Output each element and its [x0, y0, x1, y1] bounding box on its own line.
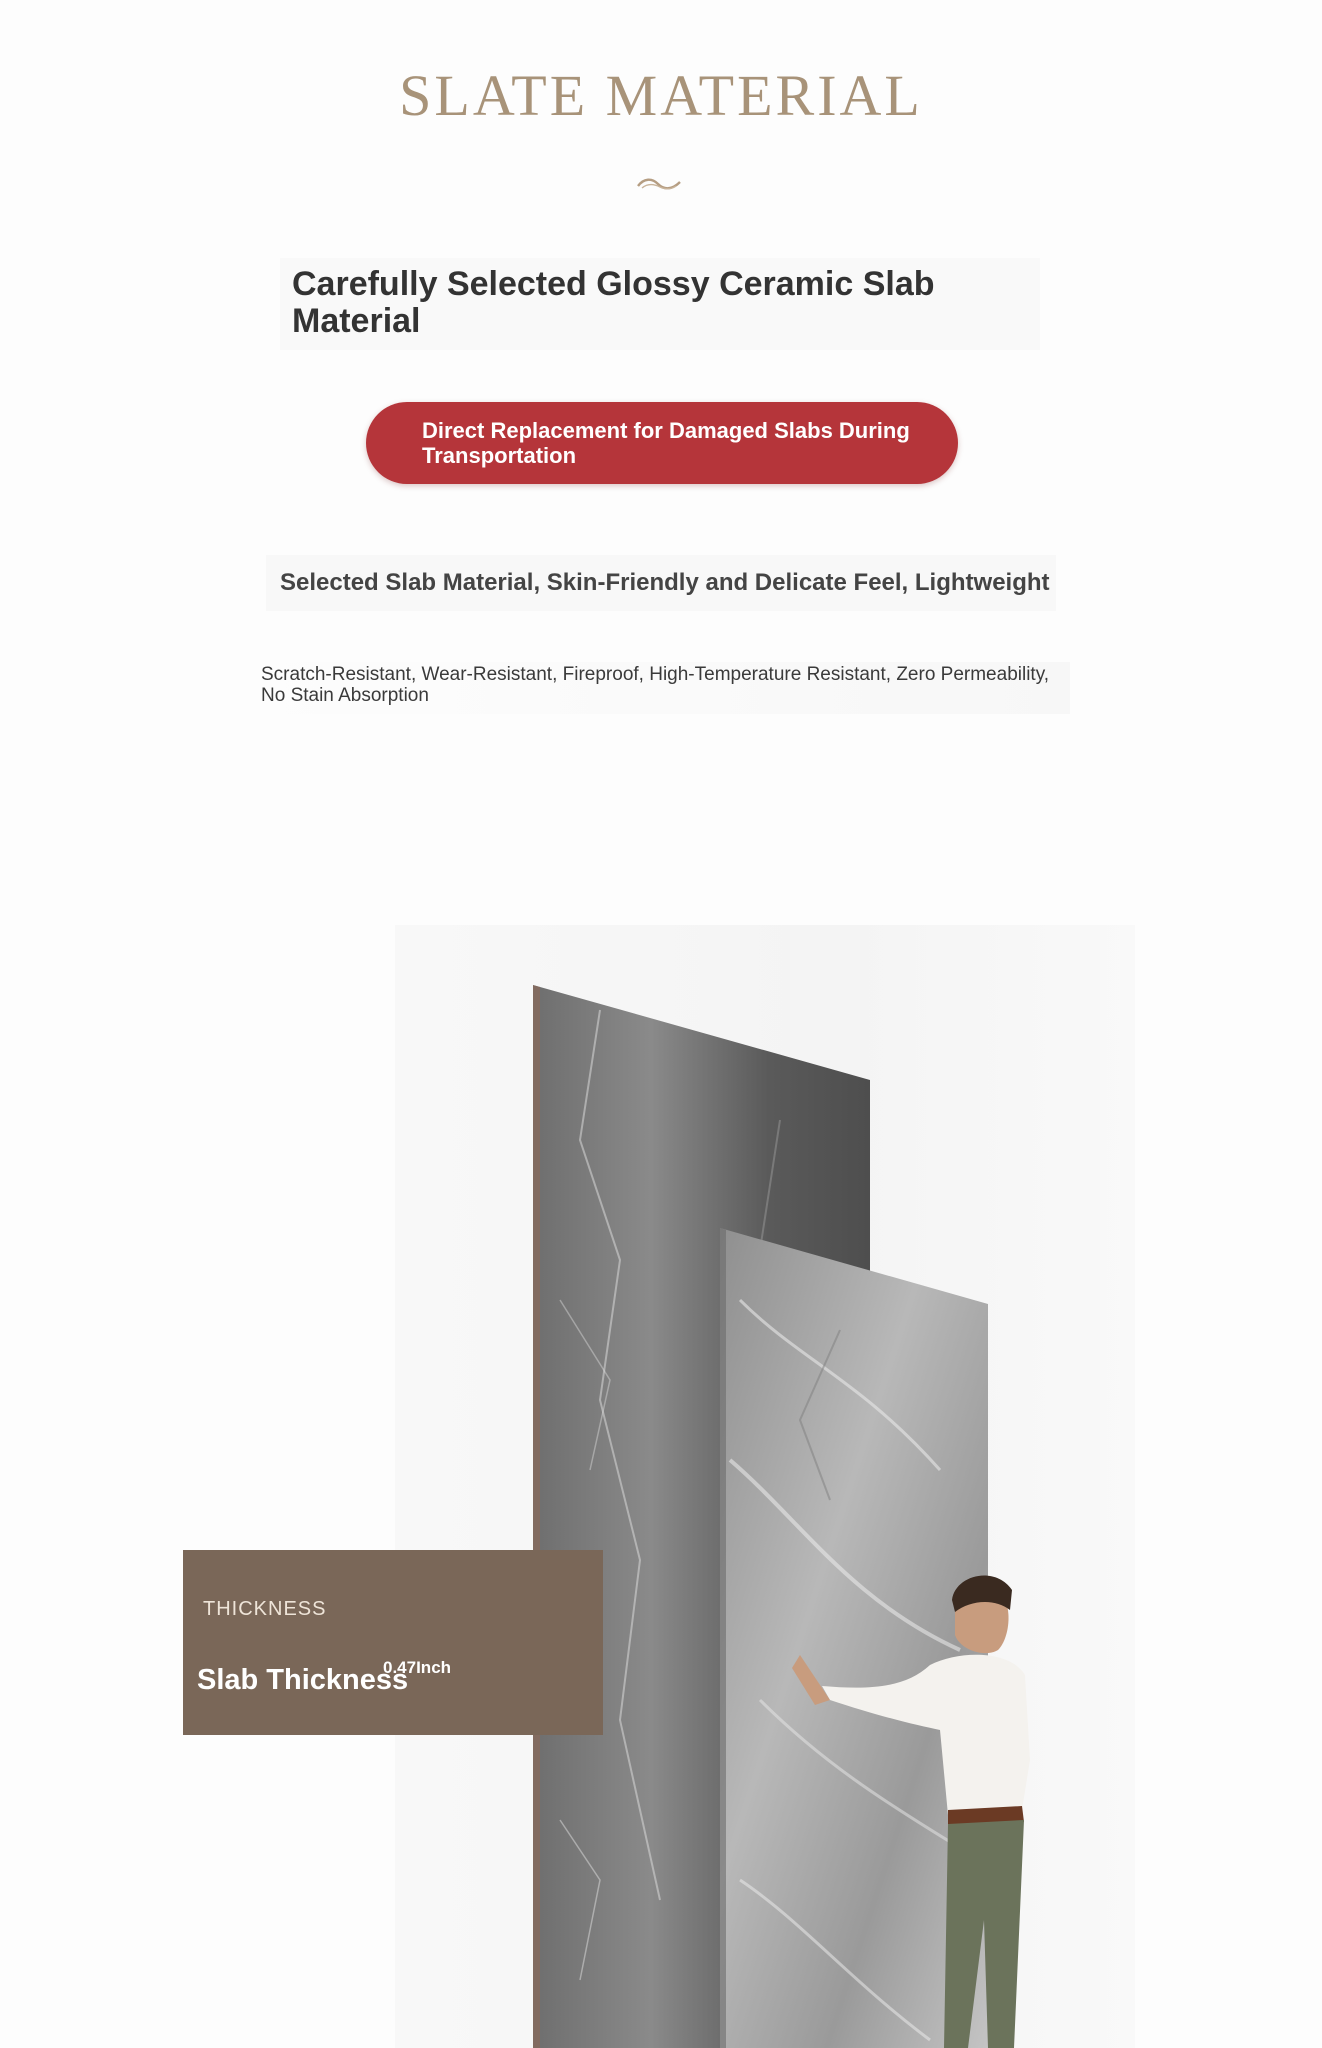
- thickness-panel: [183, 1550, 603, 1735]
- thickness-value: 0.47Inch: [383, 1658, 452, 1677]
- feature-list: Scratch-Resistant, Wear-Resistant, Fireproof, High-Temperature Resistant, Zero Permeability, No Stain Absorption: [250, 662, 1070, 714]
- thickness-label: Slab Thickness: [197, 1664, 409, 1696]
- page-title: SLATE MATERIAL: [399, 63, 923, 128]
- promo-pill: Direct Replacement for Damaged Slabs During Transportation: [366, 402, 958, 484]
- section-heading: Carefully Selected Glossy Ceramic Slab Material: [280, 258, 1040, 350]
- feature-subtitle: Selected Slab Material, Skin-Friendly and Delicate Feel, Lightweight: [266, 555, 1056, 611]
- thickness-kicker: THICKNESS: [203, 1598, 327, 1620]
